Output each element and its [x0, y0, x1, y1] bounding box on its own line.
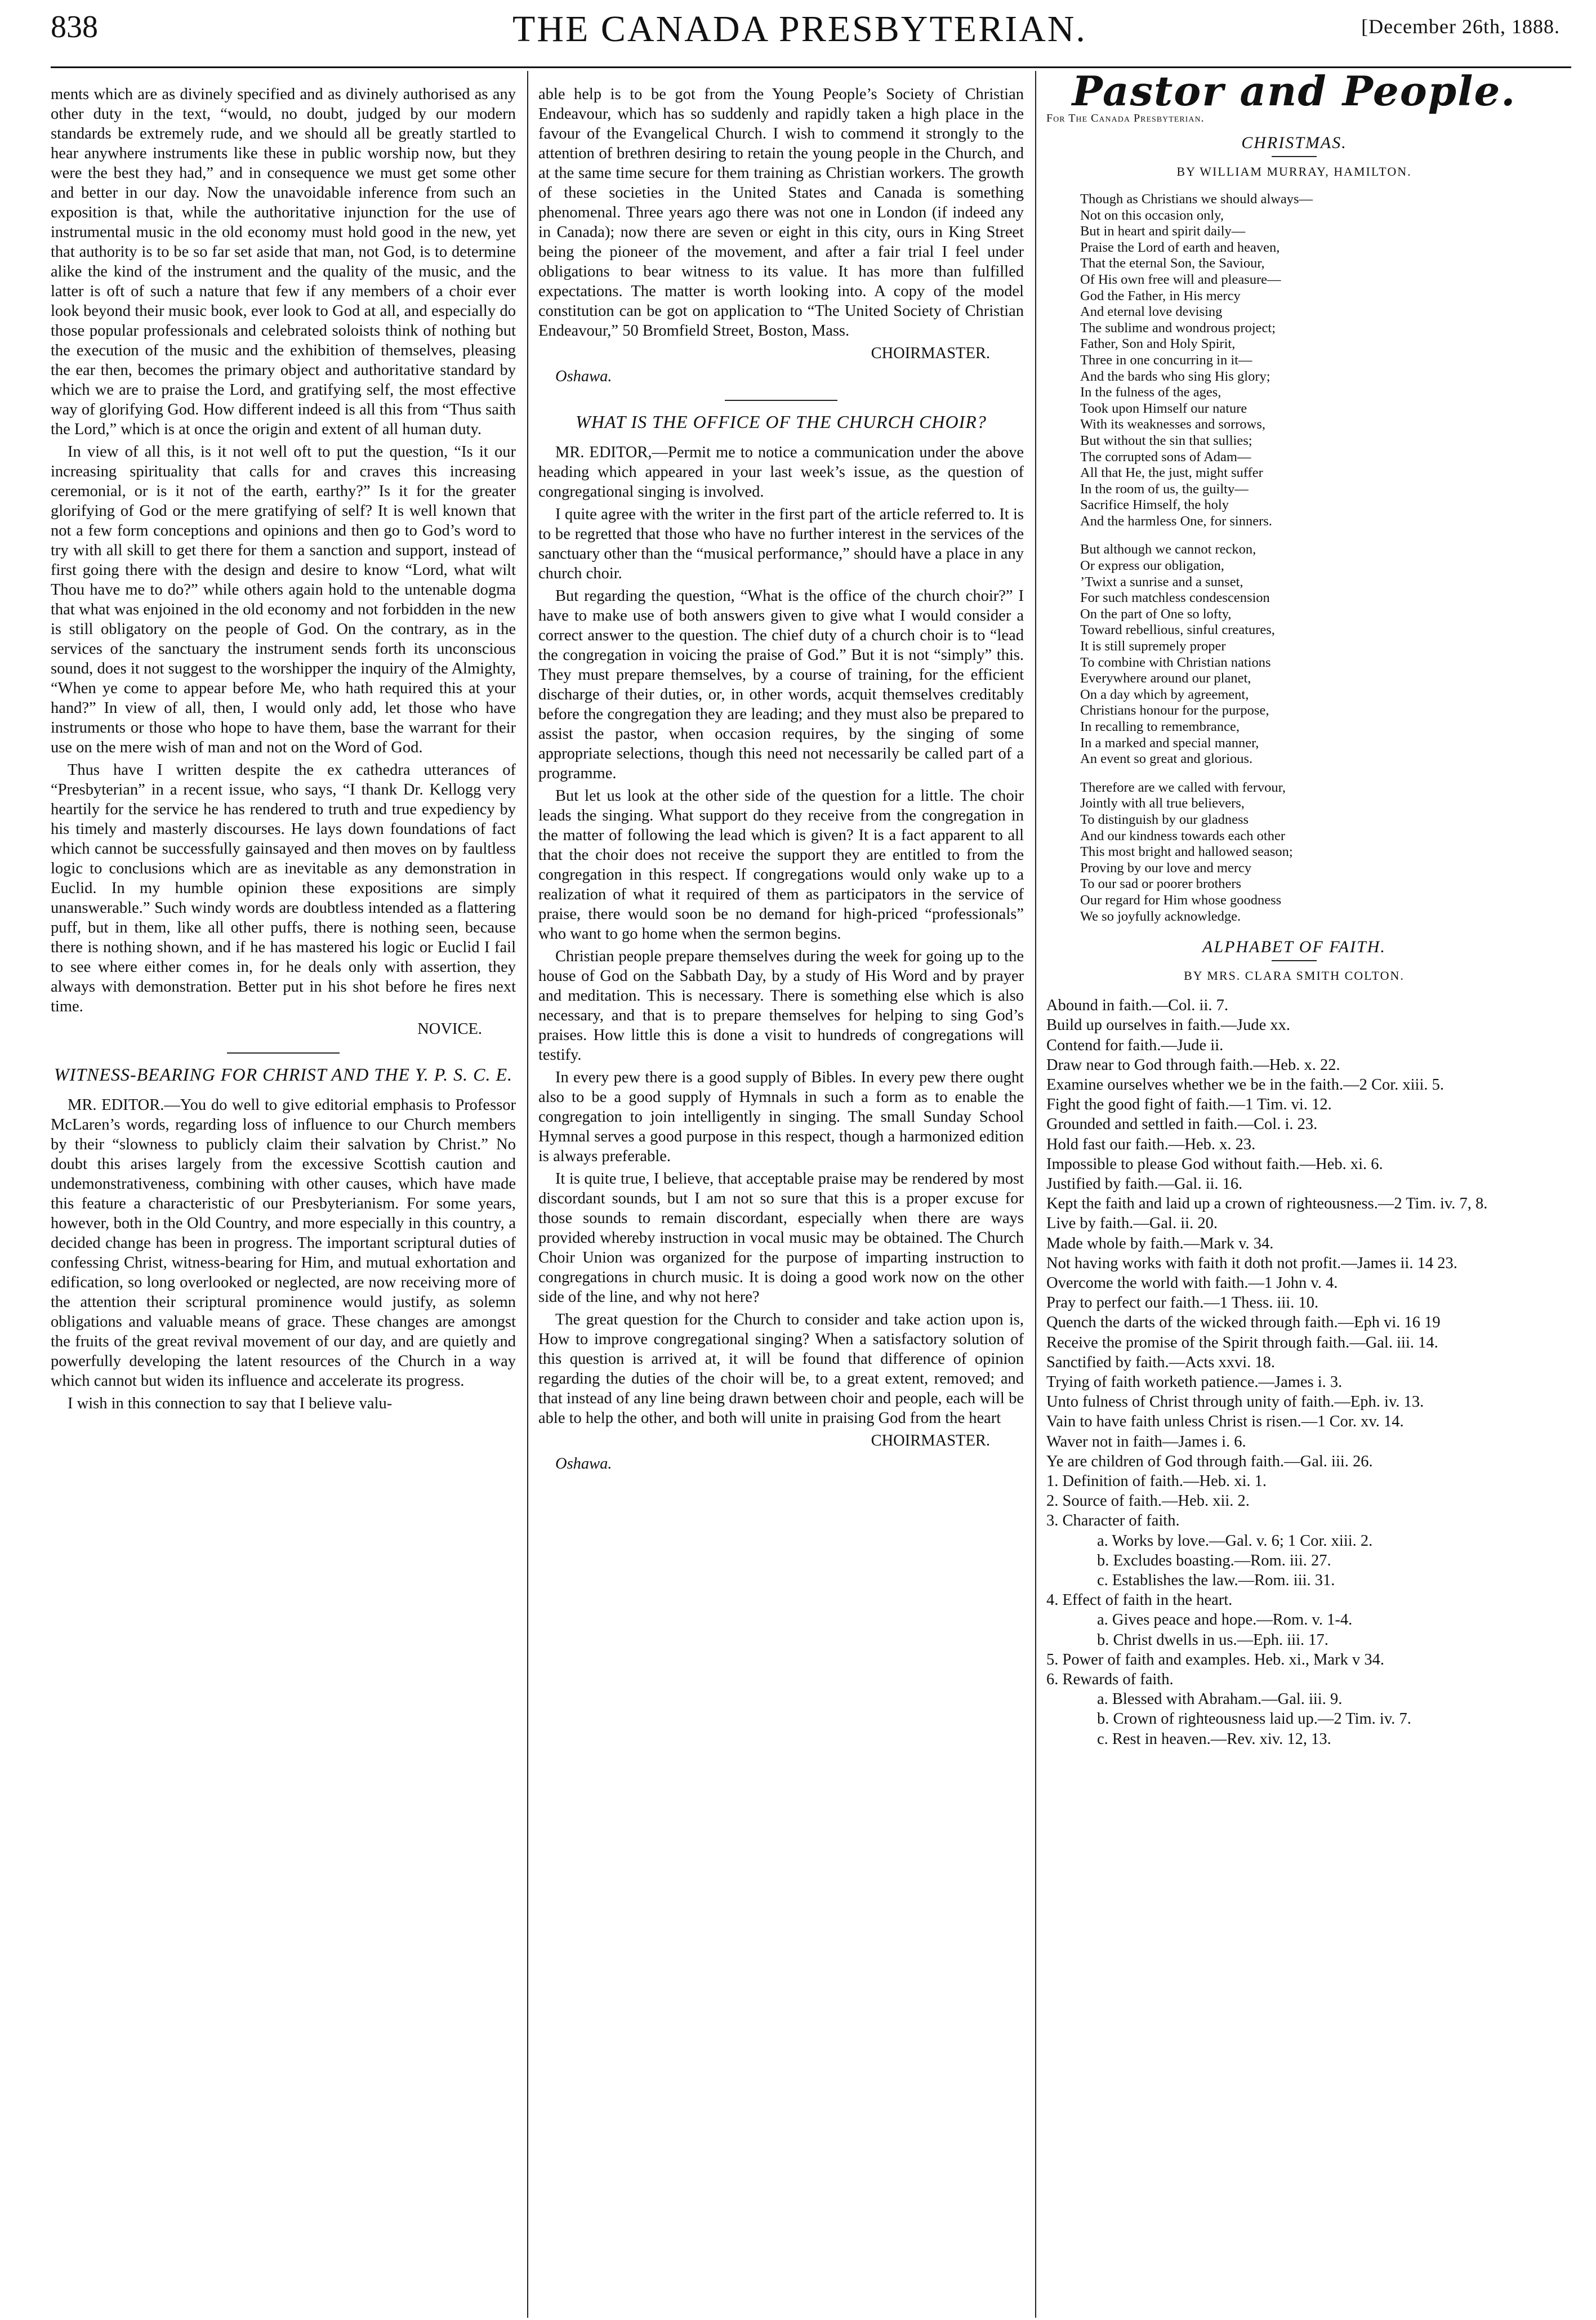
poem-line: But in heart and spirit daily—: [1080, 224, 1246, 239]
poem-line: Everywhere around our planet,: [1080, 671, 1251, 686]
list-item: 3. Character of faith.: [1046, 1512, 1180, 1530]
poem-line: In the fulness of the ages,: [1080, 385, 1221, 400]
section-rule: [725, 400, 837, 401]
list-item: Justified by faith.—Gal. ii. 16.: [1046, 1175, 1243, 1193]
article-paragraph: In every pew there is a good supply of Bibles. In every pew there ought also to be a good supply of Hymnals in such a form as to enable the congregation to join intelligently in singing. The small Sunday School Hymnal serves a good purpose in this respect, though a harmonized edition is always preferable.: [538, 1069, 1024, 1165]
list-subitem: b. Excludes boasting.—Rom. iii. 27.: [1097, 1551, 1331, 1569]
article-paragraph: MR. EDITOR,—Permit me to notice a communication under the above heading which appeared in your last week’s issue, as the question of congregational singing is involved.: [538, 444, 1024, 501]
list-item: Fight the good fight of faith.—1 Tim. vi. 12.: [1046, 1096, 1332, 1114]
dateline: Oshawa.: [555, 368, 612, 385]
poem-line: God the Father, in His mercy: [1080, 288, 1241, 304]
list-item: Grounded and settled in faith.—Col. i. 23.: [1046, 1116, 1318, 1134]
list-item: Contend for faith.—Jude ii.: [1046, 1036, 1224, 1054]
alphabet-list: [1046, 996, 1542, 1749]
poem-byline: BY WILLIAM MURRAY, HAMILTON.: [1176, 164, 1412, 179]
alphabet-byline: BY MRS. CLARA SMITH COLTON.: [1184, 969, 1405, 983]
poem-line: And eternal love devising: [1080, 304, 1223, 320]
list-item: Hold fast our faith.—Heb. x. 23.: [1046, 1135, 1256, 1153]
poem-line: Took upon Himself our nature: [1080, 400, 1247, 416]
poem-line: This most bright and hallowed season;: [1080, 844, 1293, 860]
poem-line: In the room of us, the guilty—: [1080, 481, 1249, 497]
poem-line: That the eternal Son, the Saviour,: [1080, 256, 1265, 271]
poem-line: But although we cannot reckon,: [1080, 542, 1256, 557]
poem-line: With its weaknesses and sorrows,: [1080, 417, 1266, 432]
poem-line: And our kindness towards each other: [1080, 828, 1286, 844]
article-paragraph: In view of all this, is it not well oft to put the question, “Is it our increasing spirituality that calls for and craves this increasing ceremonial, or is it not of the earth, earthy?” Is it for the greater glorifying of God or the mere gratifying of self? It is well known that not a few form conceptions and opinions and then go to God’s word to try with all skill to get there for them a sanction and support, instead of first going there with the design and desire to know “Lord, what wilt Thou have me to do?” while others again hold to the untenable dogma that what was enjoined in the old economy and not forbidden in the new is still obligatory on the people of God. On the contrary, as in the services of the sanctuary the instrument sends forth its unconscious sound, does it not suggest to the worshipper the inquiry of the Almighty, “When ye come to appear before Me, who hath required this at your hand?” In view of all, then, I would only add, let those who have instruments or those who hope to have them, base the warrant for their use on the mere wish of man and not on the Word of God.: [51, 443, 516, 756]
article-paragraph: Christian people prepare themselves during the week for going up to the house of God on the Sabbath Day, by a study of His Word and by prayer and meditation. This is necessary. There is something else which is also necessary, and that is to prepare themselves for helping to sing God’s praises. How little this is done a visit to hundreds of congregations will testify.: [538, 948, 1024, 1064]
poem-stanza: [1080, 780, 1542, 925]
poem-line: Praise the Lord of earth and heaven,: [1080, 239, 1280, 255]
article-paragraph: But let us look at the other side of the question for a little. The choir leads the singing. What support do they receive from the congregation in the matter of following the lead which is given? It is a fact apparent to all that the choir does not receive the support they are entitled to from the congregation in this respect. If congregations would only wake up to a realization of what it required of them as participators in the service of praise, there would soon be no demand for high-priced “professionals” who want to go home when the sermon begins.: [538, 787, 1024, 943]
list-item: Not having works with faith it doth not profit.—James ii. 14 23.: [1046, 1254, 1457, 1272]
article-paragraph: It is quite true, I believe, that acceptable praise may be rendered by most discordant sounds, but I am not so sure that this is a proper excuse for those sounds to remain discordant, especially when there are ways provided whereby instruction in vocal music may be obtained. The Church Choir Union was organized for the purpose of imparting instruction to congregations in church music. It is doing a good work now on the other side of the line, and why not here?: [538, 1170, 1024, 1306]
column-1: [51, 84, 516, 1416]
column-3: [1046, 67, 1542, 1749]
page-number: 838: [51, 10, 98, 44]
list-item: Draw near to God through faith.—Heb. x. 22.: [1046, 1056, 1340, 1074]
poem-line: It is still supremely proper: [1080, 639, 1226, 654]
list-subitem: a. Blessed with Abraham.—Gal. iii. 9.: [1097, 1690, 1343, 1708]
list-item: 5. Power of faith and examples. Heb. xi., Mark v 34.: [1046, 1650, 1384, 1668]
poem-line: Toward rebellious, sinful creatures,: [1080, 622, 1275, 638]
list-item: 6. Rewards of faith.: [1046, 1671, 1174, 1689]
signature: CHOIRMASTER.: [871, 1432, 990, 1449]
poem-line: For such matchless condescension: [1080, 590, 1270, 606]
list-subitem: b. Christ dwells in us.—Eph. iii. 17.: [1097, 1631, 1328, 1649]
poem-line: Sacrifice Himself, the holy: [1080, 497, 1229, 513]
poem-line: Proving by our love and mercy: [1080, 860, 1252, 876]
masthead: THE CANADA PRESBYTERIAN.: [512, 8, 1087, 50]
for-line: For The Canada Presbyterian.: [1046, 112, 1205, 124]
list-item: Vain to have faith unless Christ is risen.—1 Cor. xv. 14.: [1046, 1413, 1404, 1431]
list-item: Sanctified by faith.—Acts xxvi. 18.: [1046, 1353, 1276, 1371]
poem-line: On the part of One so lofty,: [1080, 606, 1232, 622]
title-rule: [1272, 960, 1317, 961]
poem-line: Or express our obligation,: [1080, 558, 1224, 574]
list-item: Ye are children of God through faith.—Gal. iii. 26.: [1046, 1452, 1373, 1470]
poem-line: But without the sin that sullies;: [1080, 432, 1252, 448]
issue-date: [December 26th, 1888.: [1361, 15, 1560, 38]
article-paragraph: The great question for the Church to consider and take action upon is, How to improve congregational singing? When a satisfactory solution of this question is arrived at, it will be found that difference of opinion regarding the duties of the choir will be, to a great extent, removed; and that instead of any line being drawn between choir and people, each will be able to help the other, and both will unite in praising God from the heart: [538, 1311, 1024, 1427]
list-item: 1. Definition of faith.—Heb. xi. 1.: [1046, 1473, 1267, 1490]
title-rule: [1272, 156, 1317, 157]
list-item: Trying of faith worketh patience.—James i. 3.: [1046, 1373, 1343, 1391]
list-subitem: c. Rest in heaven.—Rev. xiv. 12, 13.: [1097, 1730, 1331, 1748]
list-item: 4. Effect of faith in the heart.: [1046, 1591, 1233, 1609]
article-paragraph: I wish in this connection to say that I believe valu-: [68, 1395, 393, 1412]
poem-line: In recalling to remembrance,: [1080, 719, 1240, 734]
list-subitem: c. Establishes the law.—Rom. iii. 31.: [1097, 1572, 1335, 1590]
list-item: Quench the darts of the wicked through faith.—Eph vi. 16 19: [1046, 1314, 1441, 1332]
list-subitem: a. Works by love.—Gal. v. 6; 1 Cor. xiii. 2.: [1097, 1532, 1373, 1550]
section-title: Pastor and People.: [1072, 67, 1517, 115]
poem-line: Of His own free will and pleasure—: [1080, 271, 1281, 287]
poem-line: To distinguish by our gladness: [1080, 811, 1249, 827]
poem-stanza: [1080, 542, 1542, 767]
article-paragraph: able help is to be got from the Young People’s Society of Christian Endeavour, which has so suddenly and rapidly taken a high place in the favour of the Evangelical Church. I wish to commend it strongly to the attention of brethren desiring to retain the young people in the Church, and at the same time secure for them training as Christian workers. The growth of these societies in the United States and Canada is something phenomenal. Three years ago there was not one in London (if indeed any in Canada); now there are seven or eight in this city, ours in King Street being the pioneer of the movement, and after a fair trial I feel under obligations to bear witness to its value. It has more than fulfilled expectations. The matter is worth looking into. A copy of the model constitution can be got on application to “The United Society of Christian Endeavour,” 50 Bromfield Street, Boston, Mass.: [538, 86, 1024, 340]
poem-line: And the harmless One, for sinners.: [1080, 513, 1272, 529]
article-paragraph: ments which are as divinely specified and as divinely authorised as any other duty in the text, “would, no doubt, judged by our modern standards be extremely rude, and we should all be greatly startled to hear anywhere instruments like these in public worship now, but they were the best they had,” and in consequence we must get some other and better in our day. Now the unavoidable inference from such an exposition is that, while the authoritative injunction for the use of instrumental music in the old economy must hold good in the new, yet that authority is to be so far set aside that man, not God, is to determine alike the kind of the instrument and the quality of the music, and the latter is oft of such a nature that few if any members of a choir ever look beyond their music book, ever look to God at all, and especially do those popular professionals and celebrated soloists think of nothing but the execution of the music and the exhibition of themselves, pleasing the ear then, becomes the primary object and authoritative standard by which we are to praise the Lord, and gratifying self, the most effective way of glorifying God. How different indeed is all this from “Thus saith the Lord,” which is at once the origin and extent of all human duty.: [51, 86, 516, 438]
poem-line: All that He, the just, might suffer: [1080, 465, 1263, 481]
signature: CHOIRMASTER.: [871, 345, 990, 362]
poem-line: Though as Christians we should always—: [1080, 191, 1313, 207]
article-heading: WHAT IS THE OFFICE OF THE CHURCH CHOIR?: [576, 412, 987, 432]
list-item: Impossible to please God without faith.—Heb. xi. 6.: [1046, 1155, 1383, 1173]
article-paragraph: I quite agree with the writer in the first part of the article referred to. It is to be regretted that those who have no further interest in the services of the sanctuary other than the “musical performance,” should have a place in any church choir.: [538, 506, 1024, 582]
section-rule: [227, 1052, 340, 1054]
list-subitem: b. Crown of righteousness laid up.—2 Tim. iv. 7.: [1097, 1710, 1411, 1728]
poem-line: Not on this occasion only,: [1080, 207, 1224, 223]
poem-line: To combine with Christian nations: [1080, 654, 1271, 670]
column-2: [538, 84, 1024, 1482]
poem-line: And the bards who sing His glory;: [1080, 368, 1270, 384]
poem-line: ’Twixt a sunrise and a sunset,: [1080, 574, 1243, 590]
article-paragraph: MR. EDITOR.—You do well to give editorial emphasis to Professor McLaren’s words, regarding loss of influence to our Church members by their “slowness to publicly claim their salvation by Christ.” No doubt this arises largely from the excessive Scottish caution and undemonstrativeness, combining with other causes, which have made this feature a characteristic of our Presbyterianism. For some years, however, both in the Old Country, and more especially in this country, a decided change has been in progress. The important scriptural duties of confessing Christ, witness-bearing for Him, and mutual exhortation and edification, so long overlooked or neglected, are now receiving more of the attention their scriptural prominence would justify, as solemn obligations and valuable means of grace. These changes are amongst the fruits of the great revival movement of our day, and are quietly and powerfully developing the latent resources of the Church in a way which cannot but widen its influence and accelerate its progress.: [51, 1096, 516, 1390]
list-item: Pray to perfect our faith.—1 Thess. iii. 10.: [1046, 1294, 1319, 1312]
poem-line: On a day which by agreement,: [1080, 686, 1249, 702]
article-paragraph: But regarding the question, “What is the office of the church choir?” I have to make use of both answers given to give what I would consider a correct answer to the question. The chief duty of a church choir is to “lead the congregation in voicing the praise of God.” But it is not “simply” this. They must prepare themselves, by a course of training, for the efficient discharge of their duties, or, in other words, acquit themselves creditably before the congregation they are leading; and they must also be prepared to assist the pastor, when occasion requires, by the singing of some appropriate selections, though this need not necessarily be called part of a programme.: [538, 587, 1024, 782]
list-item: Live by faith.—Gal. ii. 20.: [1046, 1215, 1218, 1233]
column-rule-1: [527, 71, 528, 2318]
list-item: Waver not in faith—James i. 6.: [1046, 1433, 1246, 1451]
list-item: Kept the faith and laid up a crown of righteousness.—2 Tim. iv. 7, 8.: [1046, 1195, 1488, 1213]
poem-stanza: [1080, 191, 1542, 529]
signature: NOVICE.: [417, 1020, 482, 1038]
alphabet-title: ALPHABET OF FAITH.: [1202, 938, 1386, 957]
poem-line: To our sad or poorer brothers: [1080, 876, 1242, 892]
column-rule-2: [1035, 71, 1036, 2318]
poem-line: In a marked and special manner,: [1080, 735, 1259, 751]
poem-line: The corrupted sons of Adam—: [1080, 449, 1251, 465]
list-item: Abound in faith.—Col. ii. 7.: [1046, 997, 1228, 1015]
poem-line: Jointly with all true believers,: [1080, 796, 1245, 811]
poem-line: Therefore are we called with fervour,: [1080, 779, 1286, 795]
poem-line: Our regard for Him whose goodness: [1080, 892, 1282, 908]
article-heading: WITNESS-BEARING FOR CHRIST AND THE Y. P. S. C. E.: [54, 1064, 513, 1085]
list-item: Overcome the world with faith.—1 John v. 4.: [1046, 1274, 1338, 1292]
dateline: Oshawa.: [555, 1455, 612, 1473]
page-header: [51, 8, 1571, 64]
list-item: Build up ourselves in faith.—Jude xx.: [1046, 1016, 1290, 1034]
list-item: Made whole by faith.—Mark v. 34.: [1046, 1234, 1274, 1252]
poem-line: Three in one concurring in it—: [1080, 352, 1252, 368]
list-item: Examine ourselves whether we be in the faith.—2 Cor. xiii. 5.: [1046, 1076, 1445, 1094]
poem-line: The sublime and wondrous project;: [1080, 320, 1276, 336]
article-paragraph: Thus have I written despite the ex cathedra utterances of “Presbyterian” in a recent issue, who says, “I thank Dr. Kellogg very heartily for the service he has rendered to truth and true expediency by his timely and masterly discourses. He lays down foundations of fact which cannot be successfully gainsayed and then moves on by faultless logic to conclusions which are as inevitable as any demonstration in Euclid. In my humble opinion these expositions are simply unanswerable.” Such windy words are doubtless intended as a flattering puff, but in them, like all other puffs, there is nothing seen, because there is nothing shown, and if he has mastered his logic or Euclid I fail to see where either comes in, for he deals only with assertion, they always with demonstration. Better put in his shot before he fires next time.: [51, 761, 516, 1015]
poem-title: CHRISTMAS.: [1241, 133, 1347, 152]
poem-line: An event so great and glorious.: [1080, 751, 1253, 767]
poem-line: Christians honour for the purpose,: [1080, 703, 1269, 719]
list-item: Receive the promise of the Spirit through faith.—Gal. iii. 14.: [1046, 1333, 1438, 1351]
poem-line: Father, Son and Holy Spirit,: [1080, 336, 1236, 352]
poem-line: We so joyfully acknowledge.: [1080, 908, 1241, 924]
list-item: 2. Source of faith.—Heb. xii. 2.: [1046, 1492, 1250, 1510]
list-subitem: a. Gives peace and hope.—Rom. v. 1-4.: [1097, 1611, 1353, 1629]
list-item: Unto fulness of Christ through unity of faith.—Eph. iv. 13.: [1046, 1393, 1424, 1411]
